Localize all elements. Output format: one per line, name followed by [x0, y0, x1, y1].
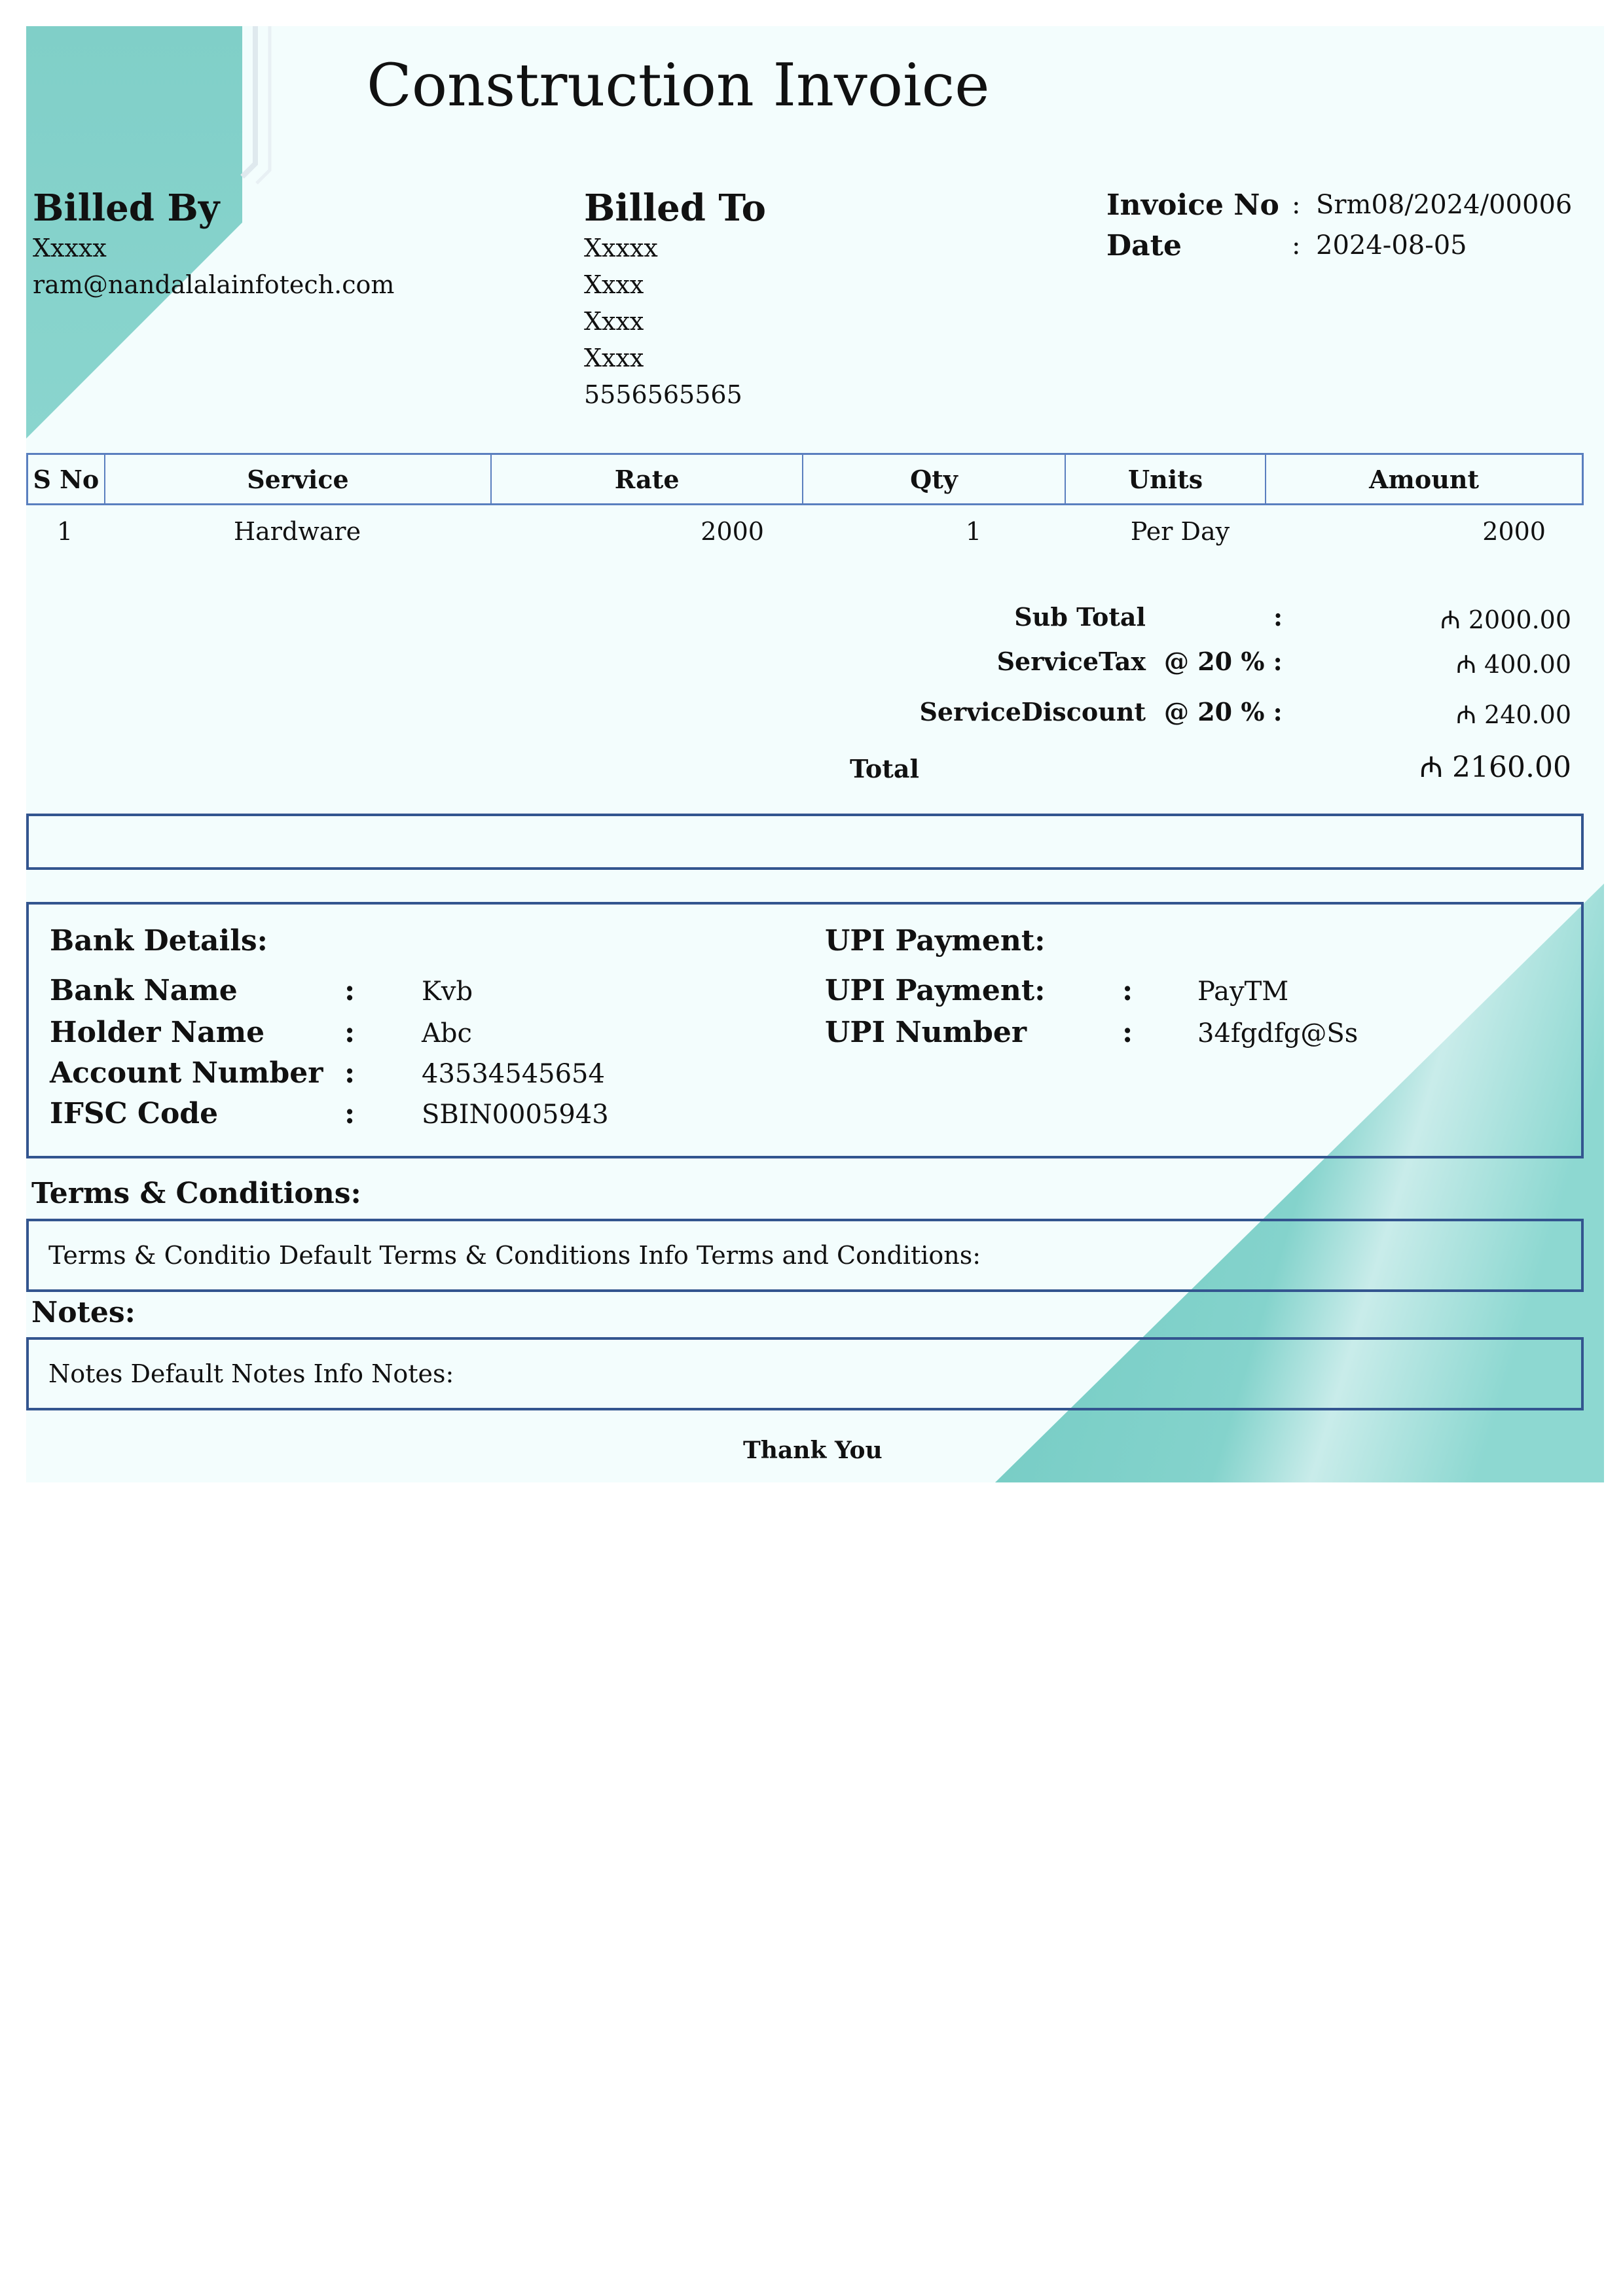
- service-tax-value: ₼ 400.00: [1456, 650, 1571, 679]
- billed-to-line: Xxxx: [584, 307, 644, 336]
- cell-service: Hardware: [233, 517, 361, 546]
- billed-to-line: Xxxx: [584, 270, 644, 299]
- page-title: Construction Invoice: [367, 51, 990, 120]
- invoice-page: [26, 26, 1604, 1482]
- bank-details-heading: Bank Details:: [50, 924, 268, 958]
- col-header-service: Service: [105, 455, 492, 503]
- bank-name-sep: :: [344, 974, 356, 1007]
- bank-name-label: Bank Name: [50, 974, 238, 1007]
- col-header-sno: S No: [28, 455, 105, 503]
- date-sep: :: [1292, 230, 1301, 260]
- cell-amount: 2000: [1482, 517, 1546, 546]
- account-number-sep: :: [344, 1056, 356, 1090]
- upi-payment-label: UPI Payment:: [825, 974, 1046, 1007]
- invoice-no-sep: :: [1292, 190, 1301, 220]
- cell-units: Per Day: [1130, 517, 1230, 546]
- thank-you-text: Thank You: [743, 1437, 883, 1464]
- upi-number-label: UPI Number: [825, 1016, 1027, 1049]
- subtotal-value: ₼ 2000.00: [1440, 605, 1571, 634]
- ifsc-code-value: SBIN0005943: [422, 1100, 609, 1130]
- total-label: Total: [850, 754, 919, 783]
- terms-heading: Terms & Conditions:: [31, 1177, 361, 1210]
- cell-sno: 1: [56, 517, 73, 546]
- holder-name-value: Abc: [422, 1018, 472, 1049]
- table-row: [26, 505, 1584, 558]
- subtotal-label: Sub Total: [1014, 602, 1146, 632]
- service-discount-value: ₼ 240.00: [1456, 700, 1571, 729]
- notes-text: Notes Default Notes Info Notes:: [48, 1359, 454, 1388]
- holder-name-sep: :: [344, 1016, 356, 1049]
- ifsc-code-label: IFSC Code: [50, 1097, 219, 1130]
- table-header-row: [26, 453, 1584, 505]
- cell-qty: 1: [965, 517, 981, 546]
- items-table: [26, 453, 1584, 558]
- invoice-no-value: Srm08/2024/00006: [1316, 190, 1573, 220]
- date-label: Date: [1106, 229, 1182, 262]
- upi-payment-sep: :: [1122, 974, 1133, 1007]
- service-discount-label: ServiceDiscount: [919, 697, 1146, 726]
- upi-heading: UPI Payment:: [825, 924, 1046, 958]
- notes-heading: Notes:: [31, 1296, 136, 1329]
- service-tax-label: ServiceTax: [996, 647, 1146, 676]
- subtotal-sep: :: [1273, 602, 1283, 632]
- billed-to-section: [584, 187, 766, 413]
- upi-payment-value: PayTM: [1197, 977, 1289, 1007]
- upi-number-sep: :: [1122, 1016, 1133, 1049]
- ifsc-code-sep: :: [344, 1097, 356, 1130]
- upi-number-value: 34fgdfg@Ss: [1197, 1018, 1359, 1049]
- terms-box: [26, 1219, 1584, 1292]
- billed-by-name: Xxxxx: [33, 234, 107, 262]
- billed-by-section: [33, 187, 394, 303]
- col-header-rate: Rate: [492, 455, 803, 503]
- col-header-amount: Amount: [1369, 464, 1480, 494]
- account-number-value: 43534545654: [422, 1059, 605, 1089]
- service-tax-rate: @ 20 % :: [1164, 647, 1283, 676]
- cell-rate: 2000: [701, 517, 764, 546]
- terms-text: Terms & Conditio Default Terms & Conditions Info Terms and Conditions:: [48, 1241, 981, 1270]
- notes-box: [26, 1337, 1584, 1410]
- invoice-no-label: Invoice No: [1106, 188, 1279, 222]
- account-number-label: Account Number: [50, 1056, 323, 1090]
- billed-to-phone: 5556565565: [584, 380, 742, 409]
- total-value: ₼ 2160.00: [1419, 751, 1571, 784]
- billed-to-line: Xxxx: [584, 344, 644, 372]
- col-header-units: Units: [1066, 455, 1266, 503]
- billed-to-line: Xxxxx: [584, 234, 658, 262]
- date-value: 2024-08-05: [1316, 230, 1467, 260]
- service-discount-rate: @ 20 % :: [1164, 697, 1283, 726]
- holder-name-label: Holder Name: [50, 1016, 265, 1049]
- col-header-qty: Qty: [803, 455, 1066, 503]
- bank-name-value: Kvb: [422, 977, 473, 1007]
- top-left-accent-lines: [242, 26, 255, 177]
- payment-details-box: [26, 902, 1584, 1158]
- billed-to-heading: Billed To: [584, 187, 767, 230]
- empty-info-box: [26, 814, 1584, 870]
- billed-by-email: ram@nandalalainfotech.com: [33, 270, 395, 299]
- billed-by-heading: Billed By: [33, 187, 220, 230]
